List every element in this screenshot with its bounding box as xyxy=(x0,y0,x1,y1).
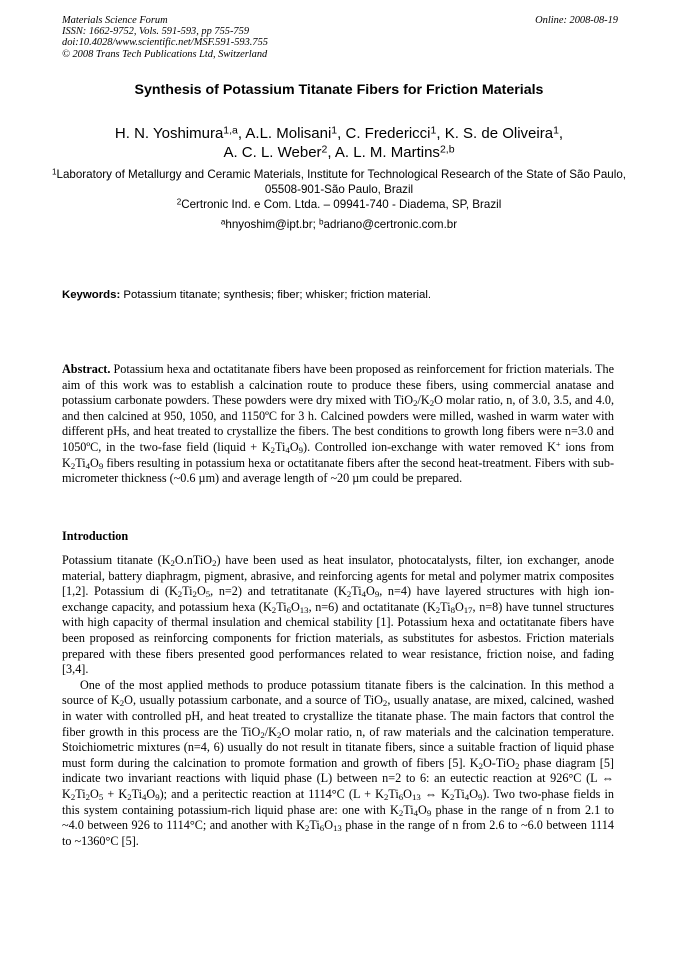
paragraph: One of the most applied methods to produce potassium titanate fibers is the calcination. In this method a source of $K_2O$, usually potassium carbonate, and a source of TiO$_2$, usually anatase, are mixed, calcined, washed in water with controlled pH, and heat treated to crystallize the titanate phase. The main factors that control the fiber growth in this process are the $TiO_2/K_2O$ molar ratio, n, of raw materials and the calcination temperature. Stoichiometric mixtures (n=4, 6) usually do not result in titanate fibers, since a suitable fraction of liquid phase must form during the calcination to promote formation and growth of fibers [5]. $K_2O-TiO_2$ phase diagram [5] indicate two invariant reactions with liquid phase (L) between n=2 to 6: an eutectic reaction at 926°C (L ⇔ $K_2Ti_2O_5 + K_2Ti_4O_9$); and a peritectic reaction at 1114°C ($L + K_2Ti_6O_{13}$ ⇔ $K_2Ti_4O_9$). Two two-phase fields in this system containing potassium-rich liquid phase are: one with $K_2Ti_4O_9$ phase in the range of n from 2.1 to ~4.0 between 926 to 1114°C; and another with $K_2Ti_6O_{13}$ phase in the range of n from 2.6 to ~6.0 between 1114 to ~1360°C [5]. xyxy=(62,677,615,848)
journal-name: Materials Science Forum xyxy=(62,15,168,26)
author: C. Fredericci$^1$ xyxy=(345,124,437,142)
author-list: H. N. Yoshimura$^{1,a}$, A.L. Molisani$^1$, C. Fredericci$^1$, K. S. de Oliveira$^1$, A. C. L. Weber$^2$, A. L. M. Martins$^{2,b}$ xyxy=(114,124,564,161)
affiliation: $^1$Laboratory of Metallurgy and Ceramic Materials, Institute for Technological Research of the State of São Paulo, 05508-901-São Paulo, Brazil xyxy=(52,167,626,196)
journal-issn: ISSN: 1662-9752, Vols. 591-593, pp 755-759 xyxy=(62,26,250,38)
author: A. L. M. Martins$^{2,b}$ xyxy=(334,143,455,161)
email[interactable]: $^b$adriano@certronic.com.br xyxy=(319,217,458,231)
author: K. S. de Oliveira$^1$ xyxy=(444,124,559,142)
email-line: $^a$hnyoshim@ipt.br; $^b$adriano@certronic.com.br xyxy=(220,217,458,231)
paper-title: Synthesis of Potassium Titanate Fibers for Friction Materials xyxy=(134,82,544,98)
author: H. N. Yoshimura$^{1,a}$ xyxy=(114,124,238,142)
abstract-text: Potassium hexa and octatitanate fibers have been proposed as reinforcement for friction materials. The aim of this work was to establish a calcination route to produce these fibers, using commercial anatase and potassium carbonate powders. These powders were dry mixed with $TiO_2/K_2O$ molar ratio, n, of 3.0, 3.5, and 4.0, and then calcined at 950, 1050, and 1150ºC for 3 h. Calcined powders were milled, washed in warm water with different pHs, and heat treated to crystallize the fibers. The best conditions to growth long fibers were n=3.0 and 1050ºC, in the two-fase field (liquid + $K_2Ti_4O_9$). Controlled ion-exchange with water removed K+ ions from $K_2Ti_4O_9$ fibers resulting in potassium hexa or octatitanate fibers after the second heat-treatment. Fibers with sub-micrometer thickness (~0.6 µm) and average length of ~20 µm could be prepared. xyxy=(62,362,615,486)
keywords-text: Potassium titanate; synthesis; fiber; whisker; friction material. xyxy=(123,289,432,301)
abstract xyxy=(62,362,614,487)
journal-header xyxy=(62,15,618,60)
online-date: Online: 2008-08-19 xyxy=(535,15,618,26)
journal-copyright: © 2008 Trans Tech Publications Ltd, Switzerland xyxy=(62,48,268,60)
affiliation: $^2$Certronic Ind. e Com. Ltda. – 09941-740 - Diadema, SP, Brazil xyxy=(176,197,502,211)
section-heading-introduction: Introduction xyxy=(62,529,129,543)
keywords-label: Keywords: xyxy=(62,289,121,301)
introduction-body xyxy=(62,553,614,849)
journal-doi: doi:10.4028/www.scientific.net/MSF.591-593.755 xyxy=(62,37,268,49)
author: A.L. Molisani$^1$ xyxy=(245,124,338,142)
paragraph: Potassium titanate $(K_2O.nTiO_2)$ have been used as heat insulator, photocatalysts, filter, ion exchanger, anode material, battery diaphragm, pigment, abrasive, and reinforcing agents for metal and polymer matrix composites [1,2]. Potassium di ($K_2Ti_2O_5$, n=2) and tetratitanate ($K_2Ti_4O_9$, n=4) have layered structures with high ion-exchange capacity, and potassium hexa ($K_2Ti_6O_{13}$, n=6) and octatitanate ($K_2Ti_8O_{17}$, n=8) have tunnel structures with high capacity of thermal insulation and chemical stability [1]. Potassium hexa and octatitanate fibers have been proposed as reinforcing components for friction materials, as substitutes for asbestos. Friction materials prepared with these fibers presented good performances related to wear resistance, friction noise, and fading [3,4]. xyxy=(62,553,615,677)
email[interactable]: $^a$hnyoshim@ipt.br xyxy=(220,217,313,231)
abstract-label: Abstract. xyxy=(62,362,111,376)
affiliations xyxy=(40,167,638,212)
author: A. C. L. Weber$^2$ xyxy=(223,143,328,161)
keywords xyxy=(62,289,618,301)
